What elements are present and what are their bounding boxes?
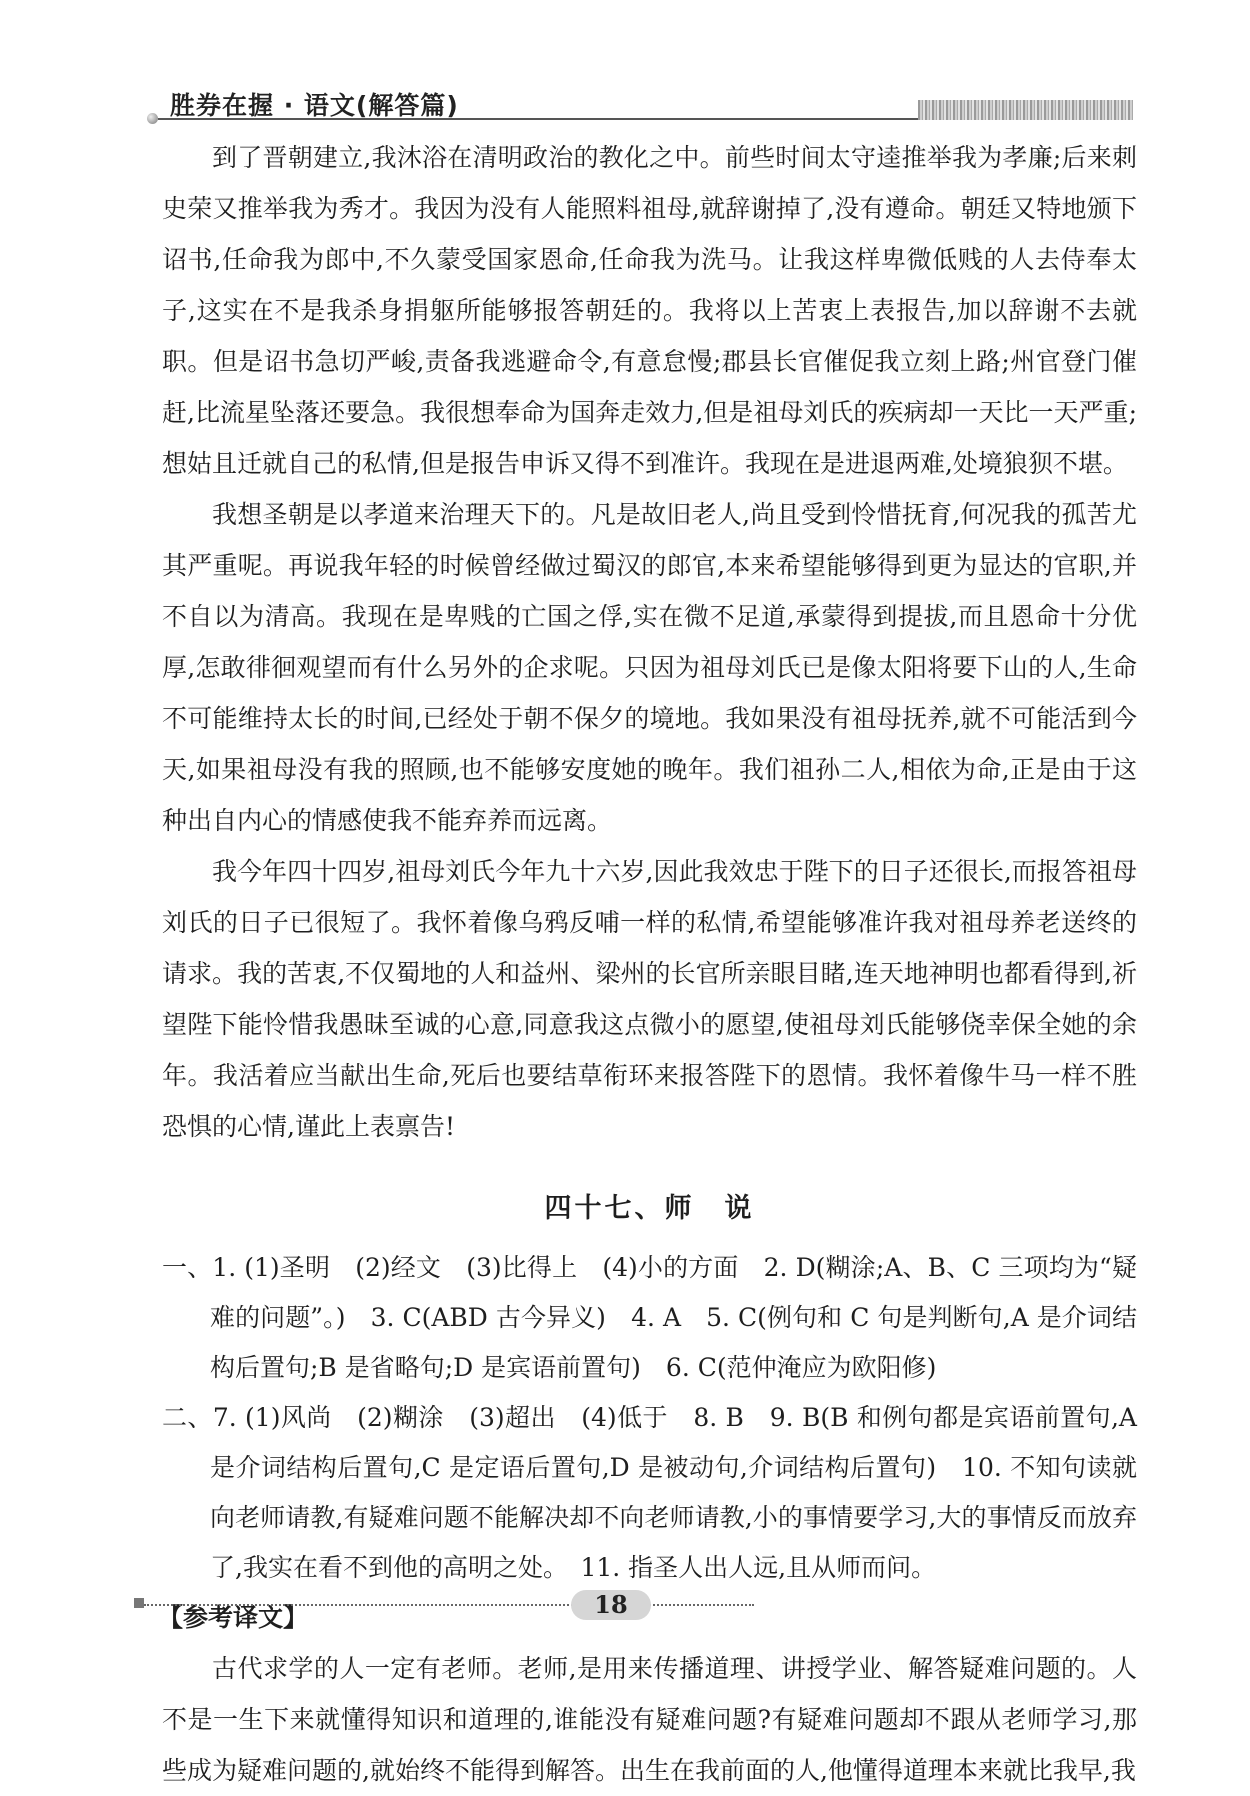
reference-paragraph: 古代求学的人一定有老师。老师,是用来传播道理、讲授学业、解答疑难问题的。人不是一生下来就懂得知识和道理的,谁能没有疑难问题?有疑难问题却不跟从老师学习,那些成为疑难问题的,就始终不能得到解答。出生在我前面的人,他懂得道理本来就比我早,我 bbox=[162, 1654, 1137, 1785]
page-number: 18 bbox=[571, 1590, 651, 1620]
translation-paragraph: 我想圣朝是以孝道来治理天下的。凡是故旧老人,尚且受到怜惜抚育,何况我的孤苦尤其严重呢。再说我年轻的时候曾经做过蜀汉的郎官,本来希望能够得到更为显达的官职,并不自以为清高。我现在是卑贱的亡国之俘,实在微不足道,承蒙得到提拔,而且恩命十分优厚,怎敢徘徊观望而有什么另外的企求呢。只因为祖母刘氏已是像太阳将要下山的人,生命不可能维持太长的时间,已经处于朝不保夕的境地。我如果没有祖母抚养,就不可能活到今天,如果祖母没有我的照顾,也不能够安度她的晚年。我们祖孙二人,相依为命,正是由于这种出自内心的情感使我不能弃养而远离。 bbox=[162, 500, 1137, 835]
section-title: 四十七、师 说 bbox=[544, 1193, 755, 1224]
page-footer bbox=[134, 1590, 1134, 1630]
page-header bbox=[140, 86, 1135, 126]
answer-block: 一、1. (1)圣明 (2)经文 (3)比得上 (4)小的方面 2. D(糊涂;A、B、C 三项均为“疑难的问题”。) 3. C(ABD 古今异义) 4. A 5. C(例句和 C 句是判断句,A 是介词结构后置句;B 是省略句;D 是宾语前置句) 6. C(范仲淹应为欧阳修) bbox=[162, 1253, 1137, 1382]
answer-block: 二、7. (1)风尚 (2)糊涂 (3)超出 (4)低于 8. B 9. B(B 和例句都是宾语前置句,A 是介词结构后置句,C 是定语后置句,D 是被动句,介词结构后置句) 10. 不知句读就向老师请教,有疑难问题不能解决却不向老师请教,小的事情要学习,大的事情反而放弃了,我实在看不到他的高明之处。 11. 指圣人出人远,且从师而问。 bbox=[162, 1403, 1137, 1582]
header-bullet-icon bbox=[147, 113, 158, 124]
header-title: 胜券在握 · 语文(解答篇) bbox=[170, 91, 459, 120]
header-rule bbox=[158, 118, 918, 120]
translation-paragraph: 到了晋朝建立,我沐浴在清明政治的教化之中。前些时间太守逵推举我为孝廉;后来刺史荣又推举我为秀才。我因为没有人能照料祖母,就辞谢掉了,没有遵命。朝廷又特地颁下诏书,任命我为郎中,不久蒙受国家恩命,任命我为洗马。让我这样卑微低贱的人去侍奉太子,这实在不是我杀身捐躯所能够报答朝廷的。我将以上苦衷上表报告,加以辞谢不去就职。但是诏书急切严峻,责备我逃避命令,有意怠慢;郡县长官催促我立刻上路;州官登门催赶,比流星坠落还要急。我很想奉命为国奔走效力,但是祖母刘氏的疾病却一天比一天严重;想姑且迁就自己的私情,但是报告申诉又得不到准许。我现在是进退两难,处境狼狈不堪。 bbox=[162, 143, 1137, 478]
footer-rule-right bbox=[634, 1604, 754, 1606]
footer-bullet-icon bbox=[134, 1598, 144, 1608]
footer-rule-left bbox=[144, 1604, 624, 1606]
reference-heading: 【参考译文】 bbox=[158, 1603, 309, 1632]
page-body bbox=[158, 132, 1138, 1796]
header-texture-bar bbox=[918, 100, 1133, 120]
translation-paragraph: 我今年四十四岁,祖母刘氏今年九十六岁,因此我效忠于陛下的日子还很长,而报答祖母刘氏的日子已很短了。我怀着像乌鸦反哺一样的私情,希望能够准许我对祖母养老送终的请求。我的苦衷,不仅蜀地的人和益州、梁州的长官所亲眼目睹,连天地神明也都看得到,祈望陛下能怜惜我愚昧至诚的心意,同意我这点微小的愿望,使祖母刘氏能够侥幸保全她的余年。我活着应当献出生命,死后也要结草衔环来报答陛下的恩情。我怀着像牛马一样不胜恐惧的心情,谨此上表禀告! bbox=[162, 857, 1138, 1141]
